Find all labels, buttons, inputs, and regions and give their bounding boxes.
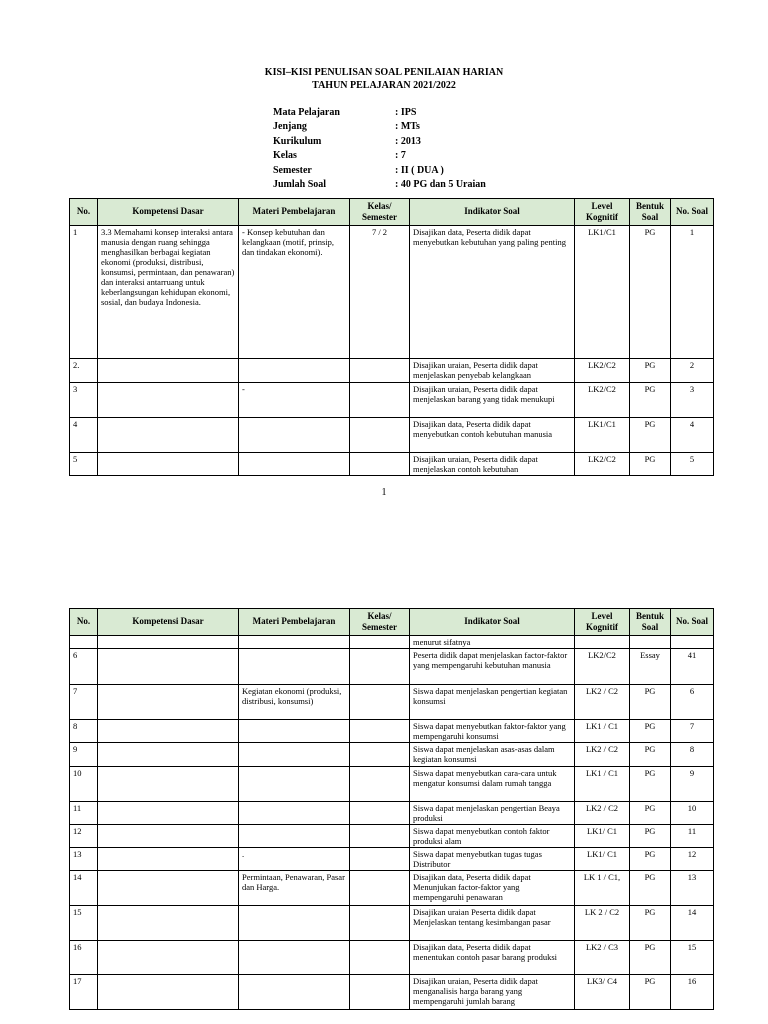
cell-level-kognitif: LK2/C2 (575, 359, 630, 383)
cell-bentuk-soal: PG (630, 685, 671, 720)
cell-no: 5 (70, 453, 98, 476)
meta-value: : II ( DUA ) (395, 164, 444, 176)
cell-no: 2. (70, 359, 98, 383)
cell-level-kognitif: LK1/C1 (575, 418, 630, 453)
header-no-soal: No. Soal (671, 199, 714, 226)
cell-kompetensi-dasar (98, 767, 239, 802)
cell-indikator: Siswa dapat menyebutkan cara-cara untuk mengatur konsumsi dalam rumah tangga (410, 767, 575, 802)
header-level-kognitif: Level Kognitif (575, 609, 630, 636)
cell-no-soal: 6 (671, 685, 714, 720)
cell-materi (239, 453, 350, 476)
cell-no-soal: 41 (671, 649, 714, 685)
cell-kompetensi-dasar (98, 848, 239, 871)
cell-no-soal: 15 (671, 941, 714, 975)
cell-no-soal: 3 (671, 383, 714, 418)
cell-materi (239, 906, 350, 941)
table-header-row (70, 609, 714, 636)
cell-no-soal: 4 (671, 418, 714, 453)
cell-level-kognitif: LK1 / C1 (575, 767, 630, 802)
cell-bentuk-soal: PG (630, 226, 671, 359)
cell-level-kognitif: LK2/C2 (575, 453, 630, 476)
cell-level-kognitif: LK 1 / C1, (575, 871, 630, 906)
cell-kompetensi-dasar (98, 802, 239, 825)
meta-key: Kelas (273, 150, 297, 162)
cell-indikator: Siswa dapat menyebutkan contoh faktor produksi alam (410, 825, 575, 848)
cell-indikator: Siswa dapat menjelaskan asas-asas dalam kegiatan konsumsi (410, 743, 575, 767)
cell-kompetensi-dasar (98, 941, 239, 975)
cell-kelas-semester (350, 636, 410, 649)
cell-level-kognitif: LK1/ C1 (575, 848, 630, 871)
cell-bentuk-soal: PG (630, 906, 671, 941)
meta-key: Kurikulum (273, 135, 322, 147)
cell-no-soal: 16 (671, 975, 714, 1010)
cell-no: 9 (70, 743, 98, 767)
cell-kompetensi-dasar: 3.3 Memahami konsep interaksi antara manusia dengan ruang sehingga menghasilkan berbagai kegiatan ekonomi (produksi, distribusi, konsumsi, permintaan, dan penawaran) dan interaksi antarruang untuk keberlangsungan kehidupan ekonomi, sosial, dan budaya Indonesia. (98, 226, 239, 359)
cell-level-kognitif: LK2/C2 (575, 383, 630, 418)
meta-value: : 40 PG dan 5 Uraian (395, 178, 486, 190)
header-indikator: Indikator Soal (410, 199, 575, 226)
document-title: KISI–KISI PENULISAN SOAL PENILAIAN HARIAN (264, 67, 504, 78)
page-number: 1 (381, 487, 387, 498)
cell-kelas-semester (350, 720, 410, 743)
cell-indikator: Siswa dapat menyebutkan faktor-faktor yang mempengaruhi konsumsi (410, 720, 575, 743)
table-row (70, 906, 714, 941)
cell-materi (239, 418, 350, 453)
cell-kompetensi-dasar (98, 453, 239, 476)
meta-key: Semester (273, 164, 312, 176)
cell-kelas-semester (350, 825, 410, 848)
cell-kompetensi-dasar (98, 383, 239, 418)
cell-no-soal: 10 (671, 802, 714, 825)
cell-kelas-semester (350, 418, 410, 453)
cell-bentuk-soal: PG (630, 767, 671, 802)
cell-bentuk-soal: PG (630, 975, 671, 1010)
table-row (70, 975, 714, 1010)
cell-indikator: Peserta didik dapat menjelaskan factor-faktor yang mempengaruhi kebutuhan manusia (410, 649, 575, 685)
table-row (70, 418, 714, 453)
cell-kompetensi-dasar (98, 825, 239, 848)
cell-materi (239, 975, 350, 1010)
cell-materi: Kegiatan ekonomi (produksi, distribusi, konsumsi) (239, 685, 350, 720)
cell-no: 3 (70, 383, 98, 418)
cell-level-kognitif: LK3/ C4 (575, 975, 630, 1010)
table-row (70, 636, 714, 649)
table-row (70, 825, 714, 848)
cell-materi (239, 941, 350, 975)
cell-no: 8 (70, 720, 98, 743)
cell-kompetensi-dasar (98, 418, 239, 453)
cell-materi: Permintaan, Penawaran, Pasar dan Harga. (239, 871, 350, 906)
table-header-row (70, 199, 714, 226)
cell-level-kognitif: LK1/ C1 (575, 825, 630, 848)
table-row (70, 743, 714, 767)
header-indikator: Indikator Soal (410, 609, 575, 636)
cell-level-kognitif: LK2 / C2 (575, 802, 630, 825)
meta-key: Jenjang (273, 121, 307, 133)
cell-no-soal: 14 (671, 906, 714, 941)
cell-level-kognitif (575, 636, 630, 649)
cell-no-soal (671, 636, 714, 649)
document-subtitle: TAHUN PELAJARAN 2021/2022 (312, 80, 456, 91)
meta-value: : MTs (395, 121, 420, 133)
cell-indikator: Disajikan data, Peserta didik dapat Menunjukan factor-faktor yang mempengaruhi penawaran (410, 871, 575, 906)
cell-kelas-semester (350, 649, 410, 685)
cell-bentuk-soal: PG (630, 825, 671, 848)
cell-no: 16 (70, 941, 98, 975)
cell-bentuk-soal: PG (630, 453, 671, 476)
cell-no-soal: 12 (671, 848, 714, 871)
cell-kelas-semester (350, 871, 410, 906)
table-row (70, 685, 714, 720)
table-row (70, 226, 714, 359)
cell-bentuk-soal: Essay (630, 649, 671, 685)
table-row (70, 871, 714, 906)
cell-level-kognitif: LK2 / C2 (575, 743, 630, 767)
cell-no: 12 (70, 825, 98, 848)
cell-bentuk-soal: PG (630, 941, 671, 975)
table-row (70, 848, 714, 871)
cell-kelas-semester (350, 767, 410, 802)
cell-no: 14 (70, 871, 98, 906)
cell-no: 4 (70, 418, 98, 453)
cell-no (70, 636, 98, 649)
cell-materi (239, 767, 350, 802)
header-materi: Materi Pembelajaran (239, 609, 350, 636)
cell-no: 11 (70, 802, 98, 825)
cell-kelas-semester (350, 453, 410, 476)
cell-materi (239, 720, 350, 743)
meta-key: Jumlah Soal (273, 178, 327, 190)
header-bentuk-soal: Bentuk Soal (630, 609, 671, 636)
cell-indikator: Disajikan uraian Peserta didik dapat Menjelaskan tentang kesimbangan pasar (410, 906, 575, 941)
cell-kelas-semester: 7 / 2 (350, 226, 410, 359)
kisi-kisi-table-page-1 (69, 198, 714, 476)
kisi-kisi-table-page-2 (69, 608, 714, 1010)
cell-materi (239, 649, 350, 685)
cell-indikator: Siswa dapat menjelaskan pengertian Beaya produksi (410, 802, 575, 825)
cell-kelas-semester (350, 383, 410, 418)
cell-bentuk-soal: PG (630, 871, 671, 906)
table-row (70, 453, 714, 476)
cell-kompetensi-dasar (98, 871, 239, 906)
cell-materi (239, 825, 350, 848)
header-bentuk-soal: Bentuk Soal (630, 199, 671, 226)
cell-indikator: Disajikan uraian, Peserta didik dapat menjelaskan penyebab kelangkaan (410, 359, 575, 383)
cell-no-soal: 8 (671, 743, 714, 767)
cell-no: 10 (70, 767, 98, 802)
cell-materi (239, 359, 350, 383)
cell-indikator: Siswa dapat menjelaskan pengertian kegiatan konsumsi (410, 685, 575, 720)
cell-no-soal: 9 (671, 767, 714, 802)
header-no: No. (70, 609, 98, 636)
cell-level-kognitif: LK2 / C2 (575, 685, 630, 720)
cell-indikator: Siswa dapat menyebutkan tugas tugas Distributor (410, 848, 575, 871)
header-materi: Materi Pembelajaran (239, 199, 350, 226)
cell-materi: - Konsep kebutuhan dan kelangkaan (motif, prinsip, dan tindakan ekonomi). (239, 226, 350, 359)
cell-kompetensi-dasar (98, 685, 239, 720)
cell-bentuk-soal: PG (630, 848, 671, 871)
cell-kelas-semester (350, 802, 410, 825)
header-kelas-semester: Kelas/ Semester (350, 199, 410, 226)
cell-kelas-semester (350, 906, 410, 941)
cell-bentuk-soal: PG (630, 720, 671, 743)
meta-value: : 7 (395, 150, 406, 162)
cell-no-soal: 5 (671, 453, 714, 476)
cell-no-soal: 13 (671, 871, 714, 906)
cell-level-kognitif: LK 2 / C2 (575, 906, 630, 941)
cell-no: 6 (70, 649, 98, 685)
cell-kompetensi-dasar (98, 975, 239, 1010)
cell-bentuk-soal: PG (630, 359, 671, 383)
cell-materi (239, 802, 350, 825)
cell-indikator: Disajikan uraian, Peserta didik dapat menjelaskan barang yang tidak menukupi (410, 383, 575, 418)
cell-kompetensi-dasar (98, 720, 239, 743)
cell-bentuk-soal: PG (630, 802, 671, 825)
cell-no: 15 (70, 906, 98, 941)
cell-indikator: Disajikan uraian, Peserta didik dapat menganalisis harga barang yang mempengaruhi jumlah barang (410, 975, 575, 1010)
cell-no: 7 (70, 685, 98, 720)
meta-value: : IPS (395, 107, 417, 118)
table-row (70, 720, 714, 743)
table-row (70, 359, 714, 383)
meta-key: Mata Pelajaran (273, 107, 340, 118)
cell-indikator: Disajikan uraian, Peserta didik dapat menjelaskan contoh kebutuhan (410, 453, 575, 476)
cell-bentuk-soal: PG (630, 743, 671, 767)
cell-no: 17 (70, 975, 98, 1010)
cell-no-soal: 1 (671, 226, 714, 359)
cell-indikator: menurut sifatnya (410, 636, 575, 649)
header-level-kognitif: Level Kognitif (575, 199, 630, 226)
cell-level-kognitif: LK1 / C1 (575, 720, 630, 743)
cell-level-kognitif: LK2 / C3 (575, 941, 630, 975)
cell-level-kognitif: LK1/C1 (575, 226, 630, 359)
meta-value: : 2013 (395, 135, 421, 147)
cell-no: 1 (70, 226, 98, 359)
cell-kelas-semester (350, 685, 410, 720)
cell-no-soal: 7 (671, 720, 714, 743)
cell-no-soal: 2 (671, 359, 714, 383)
header-no: No. (70, 199, 98, 226)
cell-kelas-semester (350, 941, 410, 975)
header-no-soal: No. Soal (671, 609, 714, 636)
cell-indikator: Disajikan data, Peserta didik dapat menentukan contoh pasar barang produksi (410, 941, 575, 975)
header-kelas-semester: Kelas/ Semester (350, 609, 410, 636)
table-row (70, 767, 714, 802)
header-kompetensi-dasar: Kompetensi Dasar (98, 609, 239, 636)
cell-materi (239, 743, 350, 767)
cell-bentuk-soal (630, 636, 671, 649)
table-row (70, 649, 714, 685)
table-row (70, 802, 714, 825)
cell-kelas-semester (350, 743, 410, 767)
cell-bentuk-soal: PG (630, 383, 671, 418)
cell-materi (239, 636, 350, 649)
cell-no-soal: 11 (671, 825, 714, 848)
header-kompetensi-dasar: Kompetensi Dasar (98, 199, 239, 226)
cell-kelas-semester (350, 975, 410, 1010)
cell-level-kognitif: LK2/C2 (575, 649, 630, 685)
cell-kompetensi-dasar (98, 636, 239, 649)
cell-materi: . (239, 848, 350, 871)
cell-kompetensi-dasar (98, 359, 239, 383)
cell-kelas-semester (350, 359, 410, 383)
cell-bentuk-soal: PG (630, 418, 671, 453)
cell-no: 13 (70, 848, 98, 871)
cell-materi: - (239, 383, 350, 418)
cell-kompetensi-dasar (98, 649, 239, 685)
cell-kompetensi-dasar (98, 743, 239, 767)
cell-kelas-semester (350, 848, 410, 871)
cell-indikator: Disajikan data, Peserta didik dapat menyebutkan kebutuhan yang paling penting (410, 226, 575, 359)
table-row (70, 383, 714, 418)
table-row (70, 941, 714, 975)
cell-indikator: Disajikan data, Peserta didik dapat menyebutkan contoh kebutuhan manusia (410, 418, 575, 453)
cell-kompetensi-dasar (98, 906, 239, 941)
